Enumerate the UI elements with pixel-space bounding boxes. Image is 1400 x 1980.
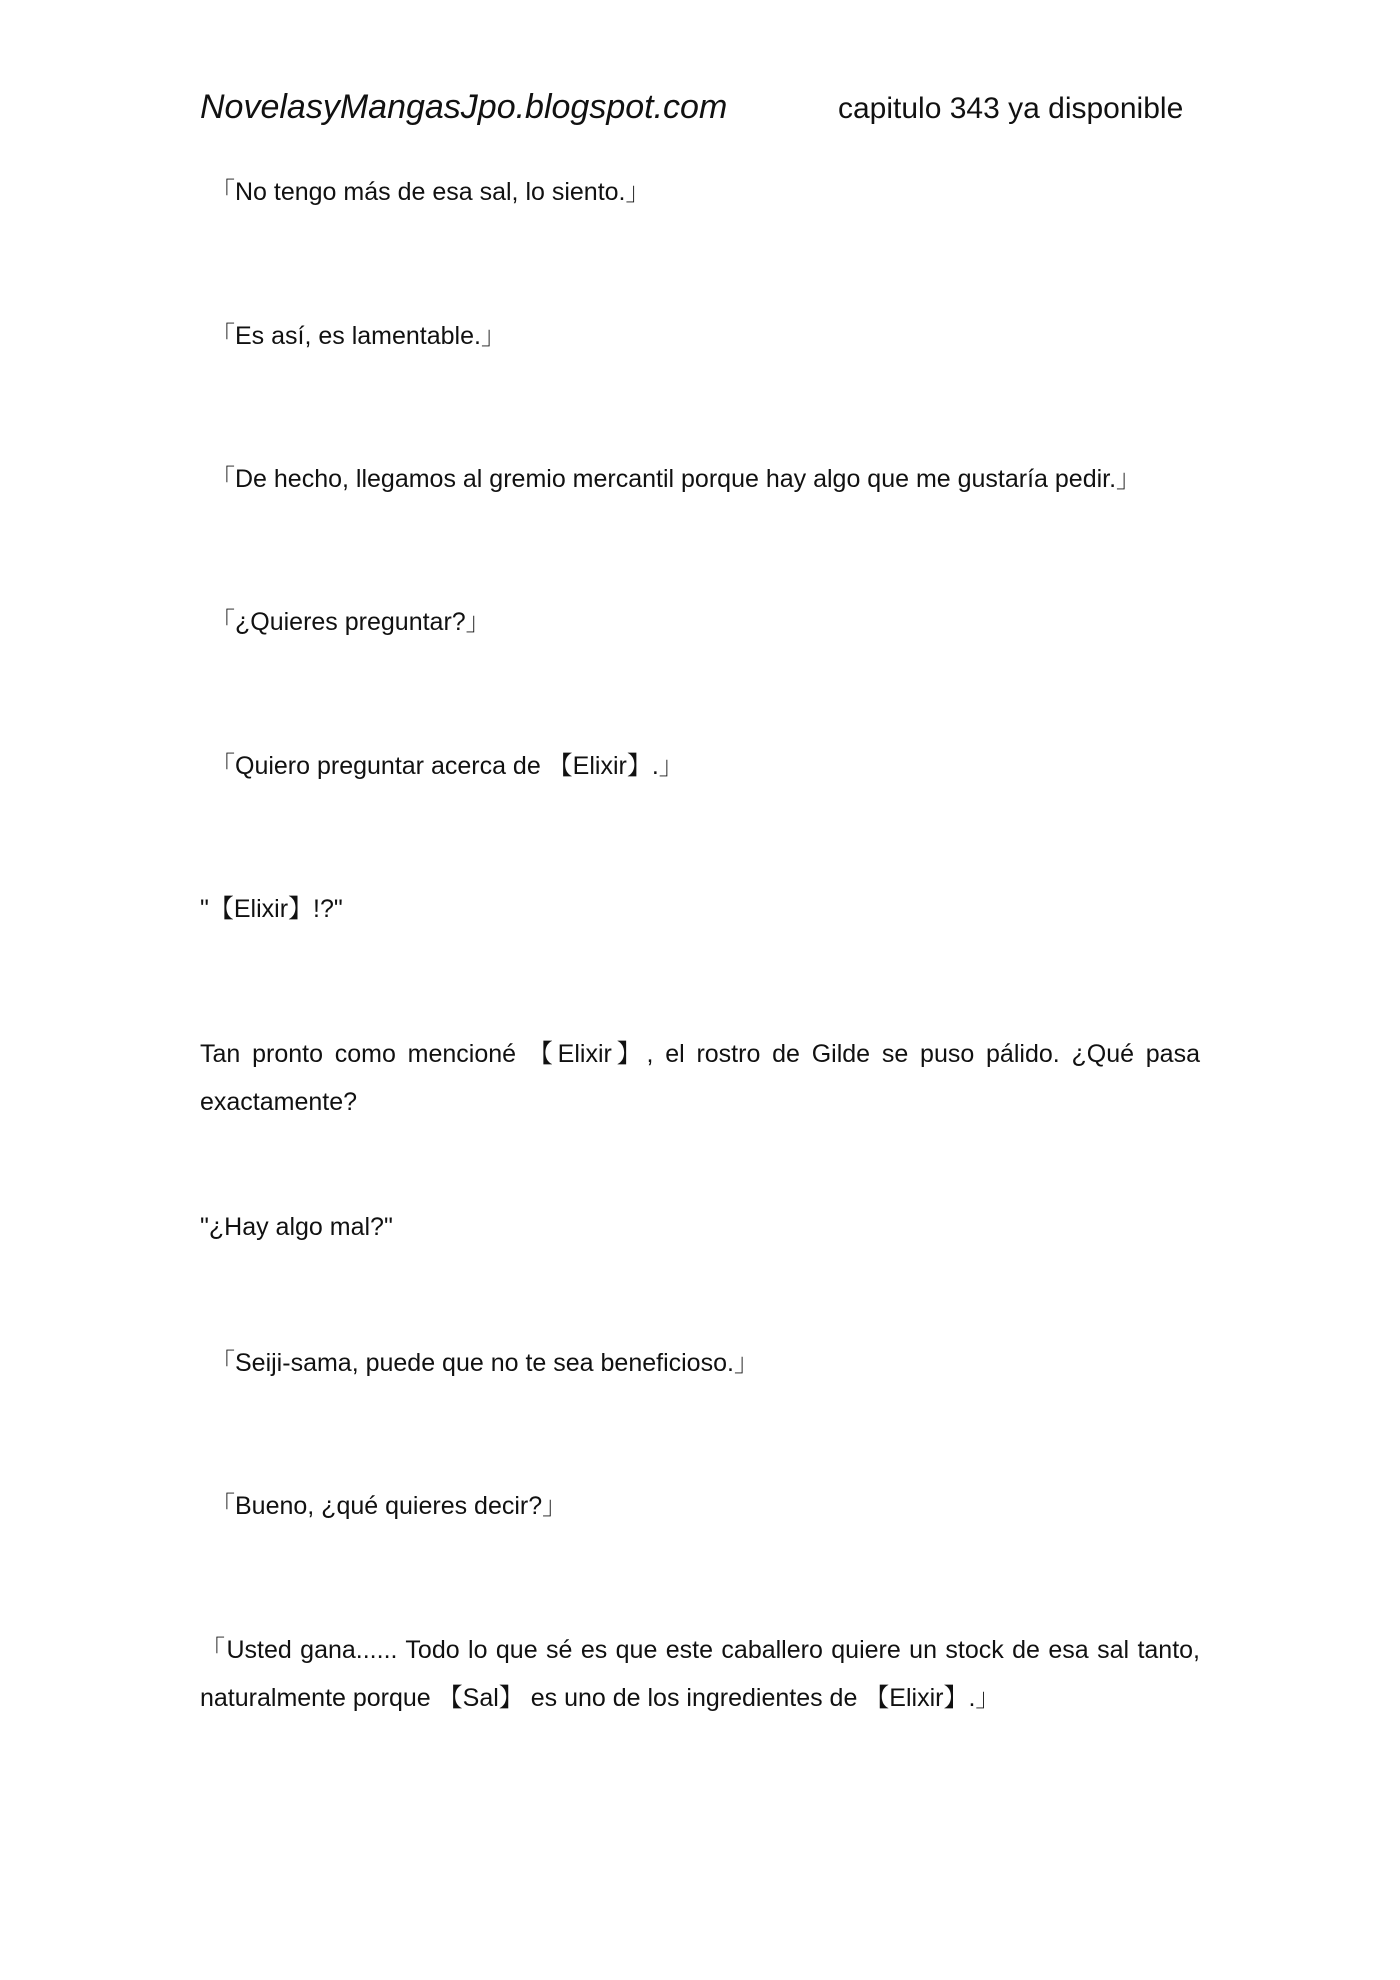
dialogue-line: 「No tengo más de esa sal, lo siento.」: [210, 178, 651, 206]
dialogue-line: 「Seiji-sama, puede que no te sea beneficioso.」: [210, 1349, 759, 1377]
dialogue-line: 「Quiero preguntar acerca de 【Elixir】.」: [210, 752, 684, 780]
narration-paragraph: Tan pronto como mencioné 【Elixir】, el rostro de Gilde se puso pálido. ¿Qué pasa exactamente?: [200, 1040, 1200, 1116]
dialogue-line: "¿Hay algo mal?": [200, 1213, 393, 1241]
dialogue-paragraph: 「Usted gana...... Todo lo que sé es que este caballero quiere un stock de esa sal tanto, naturalmente porque 【Sal】 es uno de los ingredientes de 【Elixir】.」: [200, 1636, 1200, 1712]
chapter-notice-header: capitulo 343 ya disponible: [838, 92, 1184, 125]
dialogue-line: 「Es así, es lamentable.」: [210, 322, 506, 350]
dialogue-line: "【Elixir】!?": [200, 895, 343, 923]
dialogue-line: 「De hecho, llegamos al gremio mercantil porque hay algo que me gustaría pedir.」: [210, 465, 1142, 493]
dialogue-line: 「Bueno, ¿qué quieres decir?」: [210, 1492, 568, 1520]
dialogue-line: 「¿Quieres preguntar?」: [210, 608, 491, 636]
site-watermark-header: NovelasyMangasJpo.blogspot.com: [200, 88, 728, 126]
